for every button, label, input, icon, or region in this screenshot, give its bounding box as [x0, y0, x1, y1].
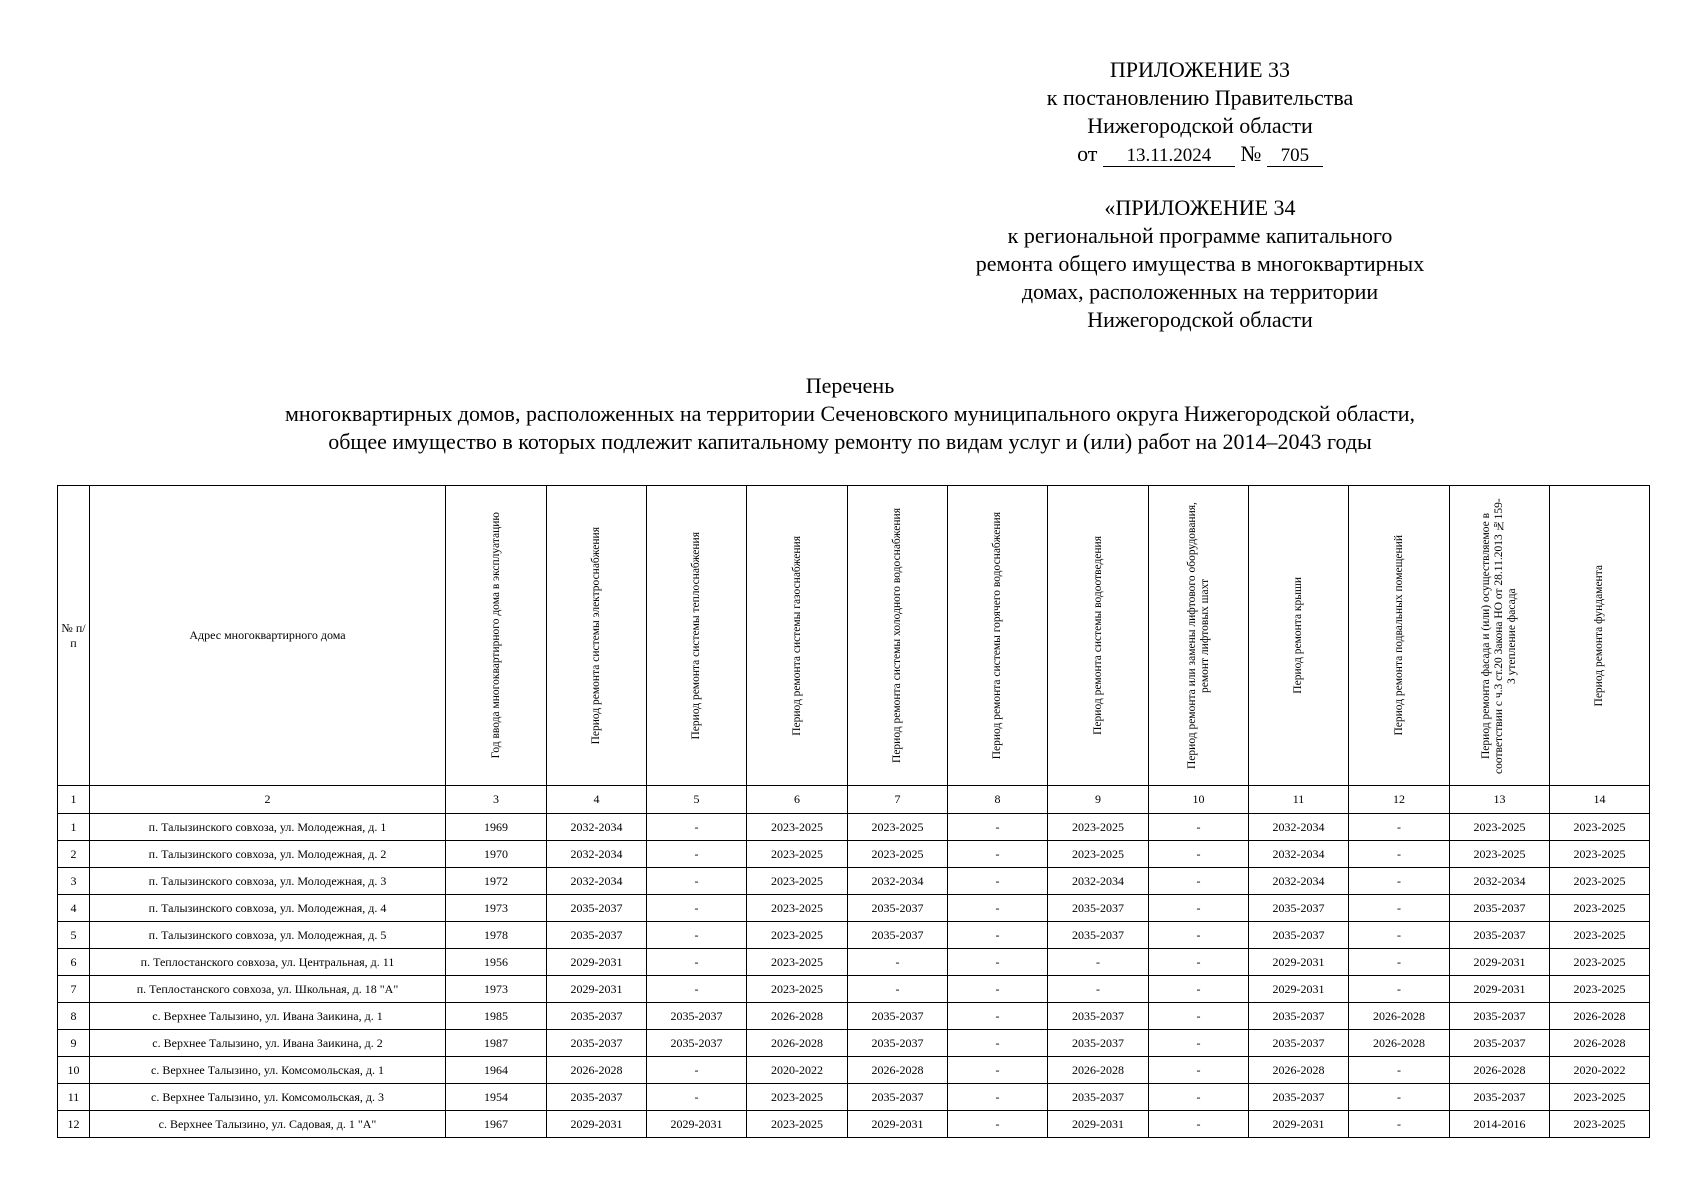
appendix-34-line5: Нижегородской области — [1087, 307, 1313, 332]
appendix-34-line3: ремонта общего имущества в многоквартирных — [975, 251, 1425, 276]
table-cell: 2020-2022 — [747, 1057, 848, 1084]
table-cell: 2035-2037 — [848, 1084, 948, 1111]
table-cell: 2026-2028 — [1249, 1057, 1349, 1084]
table-cell: - — [1349, 1111, 1450, 1138]
column-header — [1550, 486, 1650, 786]
table-cell: - — [948, 1003, 1048, 1030]
table-cell: 2026-2028 — [1349, 1003, 1450, 1030]
table-row — [58, 868, 1650, 895]
table-cell: 2035-2037 — [1450, 895, 1550, 922]
column-number: 11 — [1249, 786, 1349, 814]
table-cell: 2023-2025 — [1550, 976, 1650, 1003]
table-cell: 2032-2034 — [1450, 868, 1550, 895]
column-header-label: Период ремонта фасада и (или) осуществляемое в соответствии с ч.3 ст.20 Закона НО от 28.11.2013 №159-З утепление фасада — [1480, 497, 1518, 774]
table-cell: - — [647, 922, 747, 949]
address-cell: с. Верхнее Талызино, ул. Комсомольская, д. 1 — [90, 1057, 446, 1084]
table-cell: 2023-2025 — [747, 814, 848, 841]
table-cell: 2023-2025 — [848, 841, 948, 868]
table-cell: 3 — [58, 868, 90, 895]
table-cell: 2023-2025 — [747, 922, 848, 949]
column-header — [1149, 486, 1249, 786]
table-cell: - — [1149, 1111, 1249, 1138]
table-cell: - — [1048, 949, 1149, 976]
table-cell: 6 — [58, 949, 90, 976]
table-cell: - — [1149, 1084, 1249, 1111]
table-cell: 2035-2037 — [547, 895, 647, 922]
table-cell: 2023-2025 — [747, 949, 848, 976]
table-cell: 2026-2028 — [848, 1057, 948, 1084]
table-cell: 1969 — [446, 814, 547, 841]
table-cell: 2035-2037 — [547, 1084, 647, 1111]
address-cell: п. Талызинского совхоза, ул. Молодежная, д. 2 — [90, 841, 446, 868]
table-cell: 2023-2025 — [747, 976, 848, 1003]
table-cell: - — [647, 841, 747, 868]
address-cell: с. Верхнее Талызино, ул. Садовая, д. 1 "А" — [90, 1111, 446, 1138]
table-cell: 8 — [58, 1003, 90, 1030]
table-cell: 2029-2031 — [547, 1111, 647, 1138]
column-number: 9 — [1048, 786, 1149, 814]
appendix-34-line4: домах, расположенных на территории — [1021, 279, 1379, 304]
table-cell: 2029-2031 — [1249, 976, 1349, 1003]
table-row — [58, 1003, 1650, 1030]
table-cell: 2035-2037 — [1450, 1030, 1550, 1057]
column-header-label: Период ремонта системы холодного водоснабжения — [891, 508, 903, 763]
address-cell: п. Талызинского совхоза, ул. Молодежная, д. 5 — [90, 922, 446, 949]
address-cell: с. Верхнее Талызино, ул. Ивана Заикина, д. 1 — [90, 1003, 446, 1030]
table-cell: - — [647, 868, 747, 895]
buildings-table — [57, 485, 1650, 1138]
table-cell: 2035-2037 — [1048, 1084, 1149, 1111]
table-row — [58, 1084, 1650, 1111]
table-cell: - — [1149, 949, 1249, 976]
column-header-label: Период ремонта системы электроснабжения — [590, 526, 602, 745]
decree-number: 705 — [1267, 146, 1323, 167]
table-cell: 1956 — [446, 949, 547, 976]
table-cell: - — [948, 922, 1048, 949]
table-row — [58, 841, 1650, 868]
table-cell: - — [647, 814, 747, 841]
column-header — [446, 486, 547, 786]
table-cell: - — [1349, 1084, 1450, 1111]
column-number: 10 — [1149, 786, 1249, 814]
table-cell: 2032-2034 — [1249, 868, 1349, 895]
column-number: 8 — [948, 786, 1048, 814]
table-cell: 2023-2025 — [1550, 922, 1650, 949]
decree-date-line — [960, 140, 1440, 168]
table-cell: - — [1149, 976, 1249, 1003]
column-number: 7 — [848, 786, 948, 814]
column-header-label: Период ремонта крыши — [1292, 577, 1304, 694]
table-body — [58, 814, 1650, 1138]
column-header — [58, 486, 90, 786]
table-cell: 2029-2031 — [1249, 949, 1349, 976]
table-cell: - — [1349, 976, 1450, 1003]
appendix-34-line2: к региональной программе капитального — [1007, 223, 1393, 248]
table-cell: 2023-2025 — [747, 895, 848, 922]
table-cell: - — [1149, 841, 1249, 868]
table-cell: 2023-2025 — [747, 1084, 848, 1111]
table-cell: 2023-2025 — [1048, 841, 1149, 868]
table-cell: 2026-2028 — [747, 1030, 848, 1057]
table-cell: - — [948, 841, 1048, 868]
column-header-label: Период ремонта системы горячего водоснабжения — [991, 511, 1003, 760]
table-cell: 2026-2028 — [1450, 1057, 1550, 1084]
column-header — [1450, 486, 1550, 786]
table-cell: - — [948, 1030, 1048, 1057]
table-row — [58, 814, 1650, 841]
table-cell: - — [1149, 868, 1249, 895]
column-header — [948, 486, 1048, 786]
table-cell: 2035-2037 — [1249, 1084, 1349, 1111]
document-title — [60, 372, 1640, 456]
appendix-33-line2: к постановлению Правительства — [1046, 85, 1354, 110]
table-cell: 2029-2031 — [547, 976, 647, 1003]
table-cell: 2035-2037 — [1249, 1003, 1349, 1030]
column-header-label: Год ввода многоквартирного дома в эксплуатацию — [489, 512, 502, 759]
appendix-34-title: «ПРИЛОЖЕНИЕ 34 — [1104, 195, 1296, 220]
number-sign: № — [1240, 141, 1262, 166]
table-cell: - — [848, 949, 948, 976]
table-cell: 2032-2034 — [1249, 841, 1349, 868]
table-cell: 1985 — [446, 1003, 547, 1030]
column-header — [1249, 486, 1349, 786]
table-cell: 4 — [58, 895, 90, 922]
column-number: 6 — [747, 786, 848, 814]
appendix-34-header — [960, 194, 1440, 334]
table-cell: 1972 — [446, 868, 547, 895]
table-cell: - — [1349, 1057, 1450, 1084]
table-cell: 2032-2034 — [848, 868, 948, 895]
table-cell: 2035-2037 — [547, 922, 647, 949]
table-cell: - — [647, 949, 747, 976]
table-cell: - — [948, 895, 1048, 922]
address-cell: п. Талызинского совхоза, ул. Молодежная, д. 4 — [90, 895, 446, 922]
document-title-line3: общее имущество в которых подлежит капитальному ремонту по видам услуг и (или) работ на 2014–2043 годы — [328, 429, 1372, 454]
table-cell: - — [1349, 895, 1450, 922]
table-cell: 2 — [58, 841, 90, 868]
column-header — [848, 486, 948, 786]
table-cell: 2023-2025 — [1550, 1111, 1650, 1138]
table-cell: 2020-2022 — [1550, 1057, 1650, 1084]
appendix-33-header — [960, 56, 1440, 168]
decree-date: 13.11.2024 — [1103, 146, 1235, 167]
table-cell: 1954 — [446, 1084, 547, 1111]
table-cell: - — [1048, 976, 1149, 1003]
table-row — [58, 1030, 1650, 1057]
table-cell: 2026-2028 — [1550, 1003, 1650, 1030]
table-cell: 2035-2037 — [848, 1003, 948, 1030]
table-cell: 1973 — [446, 895, 547, 922]
column-number-row — [58, 786, 1650, 814]
document-title-line2: многоквартирных домов, расположенных на территории Сеченовского муниципального округа Нижегородской области, — [284, 401, 1415, 426]
table-cell: 2023-2025 — [1550, 814, 1650, 841]
column-header-label: Адрес многоквартирного дома — [189, 628, 346, 642]
table-cell: 2029-2031 — [547, 949, 647, 976]
date-prefix: от — [1077, 141, 1098, 166]
column-header-label: Период ремонта системы теплоснабжения — [690, 531, 702, 740]
column-number: 13 — [1450, 786, 1550, 814]
column-header-label: Период ремонта подвальных помещений — [1392, 535, 1405, 736]
table-cell: - — [1149, 922, 1249, 949]
document-title-line1: Перечень — [805, 373, 895, 398]
table-cell: - — [1349, 814, 1450, 841]
table-cell: 1973 — [446, 976, 547, 1003]
table-cell: - — [1149, 1003, 1249, 1030]
table-cell: 2035-2037 — [1249, 922, 1349, 949]
table-cell: - — [948, 814, 1048, 841]
table-cell: 2029-2031 — [1048, 1111, 1149, 1138]
address-cell: п. Теплостанского совхоза, ул. Центральная, д. 11 — [90, 949, 446, 976]
table-cell: 2023-2025 — [1550, 949, 1650, 976]
column-header-label: № п/п — [61, 620, 86, 650]
column-header-label: Период ремонта системы газоснабжения — [790, 535, 803, 736]
table-cell: 2029-2031 — [1249, 1111, 1349, 1138]
column-header — [647, 486, 747, 786]
table-cell: 12 — [58, 1111, 90, 1138]
address-cell: п. Талызинского совхоза, ул. Молодежная, д. 1 — [90, 814, 446, 841]
table-cell: 2035-2037 — [1450, 1003, 1550, 1030]
table-cell: 2035-2037 — [848, 895, 948, 922]
table-cell: 2035-2037 — [848, 922, 948, 949]
table-cell: 2032-2034 — [547, 868, 647, 895]
table-cell: - — [1349, 922, 1450, 949]
table-cell: 2023-2025 — [1550, 1084, 1650, 1111]
table-cell: 11 — [58, 1084, 90, 1111]
table-cell: 2023-2025 — [848, 814, 948, 841]
column-number: 4 — [547, 786, 647, 814]
table-cell: 2035-2037 — [1249, 1030, 1349, 1057]
table-cell: 2023-2025 — [1450, 841, 1550, 868]
table-cell: 2035-2037 — [647, 1030, 747, 1057]
table-cell: - — [948, 1084, 1048, 1111]
table-cell: 2023-2025 — [1550, 841, 1650, 868]
table-cell: - — [948, 868, 1048, 895]
table-cell: 1978 — [446, 922, 547, 949]
column-header — [547, 486, 647, 786]
table-cell: 2026-2028 — [547, 1057, 647, 1084]
table-cell: 2026-2028 — [1349, 1030, 1450, 1057]
table-cell: - — [647, 895, 747, 922]
table-cell: 2032-2034 — [1249, 814, 1349, 841]
table-cell: 2035-2037 — [848, 1030, 948, 1057]
column-number: 12 — [1349, 786, 1450, 814]
table-cell: 2023-2025 — [747, 868, 848, 895]
table-cell: 1967 — [446, 1111, 547, 1138]
column-number: 1 — [58, 786, 90, 814]
table-cell: 2029-2031 — [848, 1111, 948, 1138]
table-cell: 2029-2031 — [1450, 949, 1550, 976]
column-header — [90, 486, 446, 786]
table-row — [58, 976, 1650, 1003]
table-cell: 1970 — [446, 841, 547, 868]
table-cell: 2035-2037 — [1048, 1030, 1149, 1057]
table-cell: 2035-2037 — [1048, 922, 1149, 949]
column-header-label: Период ремонта или замены лифтового оборудования, ремонт лифтовых шахт — [1185, 502, 1211, 769]
table-cell: 2023-2025 — [747, 1111, 848, 1138]
table-cell: - — [1149, 1030, 1249, 1057]
table-cell: - — [1149, 814, 1249, 841]
table-cell: 2026-2028 — [1550, 1030, 1650, 1057]
address-cell: с. Верхнее Талызино, ул. Комсомольская, д. 3 — [90, 1084, 446, 1111]
table-cell: 1987 — [446, 1030, 547, 1057]
table-cell: - — [1349, 868, 1450, 895]
table-cell: 2035-2037 — [1450, 922, 1550, 949]
table-cell: 2023-2025 — [1048, 814, 1149, 841]
table-cell: 2035-2037 — [1450, 1084, 1550, 1111]
table-cell: 2023-2025 — [1450, 814, 1550, 841]
column-number: 2 — [90, 786, 446, 814]
column-header-label: Период ремонта фундамента — [1593, 564, 1605, 707]
table-cell: - — [1149, 895, 1249, 922]
table-row — [58, 1111, 1650, 1138]
table-cell: 2029-2031 — [1450, 976, 1550, 1003]
table-cell: 2029-2031 — [647, 1111, 747, 1138]
table-cell: 2035-2037 — [1249, 895, 1349, 922]
table-cell: 2023-2025 — [1550, 895, 1650, 922]
table-cell: - — [848, 976, 948, 1003]
table-cell: 2032-2034 — [1048, 868, 1149, 895]
table-row — [58, 1057, 1650, 1084]
table-cell: - — [948, 976, 1048, 1003]
table-cell: 2035-2037 — [547, 1030, 647, 1057]
table-cell: 7 — [58, 976, 90, 1003]
table-cell: - — [948, 1111, 1048, 1138]
column-number: 14 — [1550, 786, 1650, 814]
table-cell: 5 — [58, 922, 90, 949]
column-header-label: Период ремонта системы водоотведения — [1091, 536, 1104, 735]
table-cell: 2035-2037 — [647, 1003, 747, 1030]
address-cell: п. Талызинского совхоза, ул. Молодежная, д. 3 — [90, 868, 446, 895]
table-cell: - — [647, 1057, 747, 1084]
table-header-row — [58, 486, 1650, 786]
table-cell: 2023-2025 — [1550, 868, 1650, 895]
table-cell: 2035-2037 — [1048, 895, 1149, 922]
table-cell: 9 — [58, 1030, 90, 1057]
table-cell: - — [948, 1057, 1048, 1084]
table-cell: 2026-2028 — [747, 1003, 848, 1030]
table-cell: 2023-2025 — [747, 841, 848, 868]
table-cell: 2014-2016 — [1450, 1111, 1550, 1138]
table-cell: 1 — [58, 814, 90, 841]
table-cell: 10 — [58, 1057, 90, 1084]
table-row — [58, 895, 1650, 922]
table-cell: 2026-2028 — [1048, 1057, 1149, 1084]
table-cell: 1964 — [446, 1057, 547, 1084]
column-header — [747, 486, 848, 786]
column-header — [1349, 486, 1450, 786]
column-header — [1048, 486, 1149, 786]
column-number: 5 — [647, 786, 747, 814]
appendix-33-line3: Нижегородской области — [1087, 113, 1313, 138]
table-cell: - — [1349, 841, 1450, 868]
table-cell: - — [1349, 949, 1450, 976]
table-cell: 2035-2037 — [1048, 1003, 1149, 1030]
address-cell: с. Верхнее Талызино, ул. Ивана Заикина, д. 2 — [90, 1030, 446, 1057]
table-cell: 2032-2034 — [547, 841, 647, 868]
table-cell: 2032-2034 — [547, 814, 647, 841]
table-row — [58, 949, 1650, 976]
table-cell: - — [647, 976, 747, 1003]
table-cell: - — [1149, 1057, 1249, 1084]
table-cell: 2035-2037 — [547, 1003, 647, 1030]
column-number: 3 — [446, 786, 547, 814]
address-cell: п. Теплостанского совхоза, ул. Школьная, д. 18 "А" — [90, 976, 446, 1003]
table-row — [58, 922, 1650, 949]
appendix-33-title: ПРИЛОЖЕНИЕ 33 — [1109, 57, 1291, 82]
table-cell: - — [647, 1084, 747, 1111]
table-cell: - — [948, 949, 1048, 976]
